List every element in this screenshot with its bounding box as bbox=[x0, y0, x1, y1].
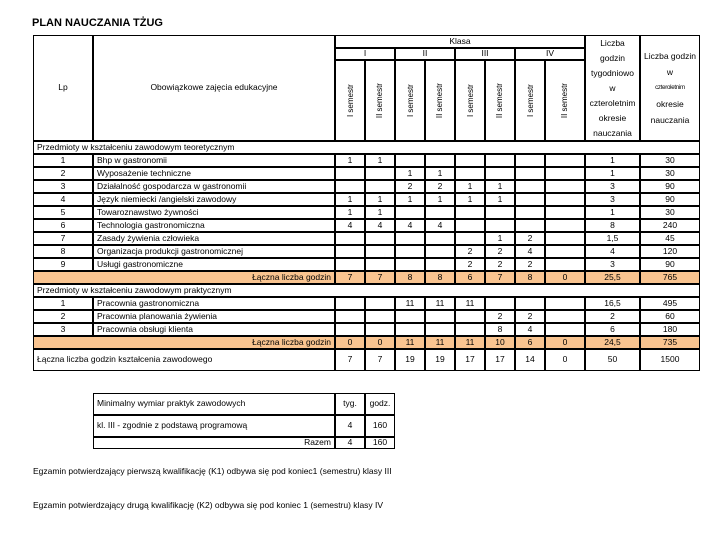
row-weekly: 8 bbox=[585, 219, 640, 232]
row-total: 90 bbox=[640, 180, 700, 193]
row-semester-value: 2 bbox=[425, 180, 455, 193]
row-lp: 9 bbox=[33, 258, 93, 271]
row-semester-value bbox=[395, 323, 425, 336]
row-lp: 3 bbox=[33, 180, 93, 193]
sum-semester-value: 6 bbox=[515, 336, 545, 349]
row-semester-value bbox=[365, 167, 395, 180]
row-semester-value: 1 bbox=[485, 232, 515, 245]
row-semester-value: 1 bbox=[485, 193, 515, 206]
row-weekly: 1,5 bbox=[585, 232, 640, 245]
row-lp: 4 bbox=[33, 193, 93, 206]
row-lp: 5 bbox=[33, 206, 93, 219]
row-semester-value bbox=[545, 323, 585, 336]
row-lp: 2 bbox=[33, 167, 93, 180]
sum-semester-value: 0 bbox=[545, 349, 585, 371]
row-semester-value: 1 bbox=[425, 193, 455, 206]
total-hours-label-part: Liczba godzin bbox=[644, 51, 696, 61]
semester-label: II semestr bbox=[560, 82, 570, 119]
row-total: 30 bbox=[640, 206, 700, 219]
row-weekly: 1 bbox=[585, 167, 640, 180]
row-semester-value: 2 bbox=[485, 258, 515, 271]
practice-class-label: kl. III - zgodnie z podstawą programową bbox=[93, 415, 335, 437]
row-semester-value bbox=[425, 154, 455, 167]
row-semester-value bbox=[425, 245, 455, 258]
row-semester-value bbox=[455, 232, 485, 245]
sum-semester-value: 8 bbox=[425, 271, 455, 284]
header-class-1: I bbox=[335, 48, 395, 60]
row-semester-value: 1 bbox=[335, 154, 365, 167]
sum-semester-value: 6 bbox=[455, 271, 485, 284]
row-semester-value bbox=[545, 297, 585, 310]
row-semester-value bbox=[365, 297, 395, 310]
header-semester-5 bbox=[455, 60, 485, 141]
sum-semester-value: 19 bbox=[425, 349, 455, 371]
row-subject: Towaroznawstwo żywności bbox=[93, 206, 335, 219]
row-subject: Pracownia planowania żywienia bbox=[93, 310, 335, 323]
row-weekly: 1 bbox=[585, 206, 640, 219]
row-semester-value bbox=[455, 310, 485, 323]
row-semester-value bbox=[455, 167, 485, 180]
row-semester-value: 4 bbox=[365, 219, 395, 232]
sum-total: 735 bbox=[640, 336, 700, 349]
row-semester-value bbox=[485, 167, 515, 180]
row-weekly: 3 bbox=[585, 193, 640, 206]
row-subject: Zasady żywienia człowieka bbox=[93, 232, 335, 245]
header-klasa: Klasa bbox=[335, 35, 585, 48]
row-semester-value bbox=[335, 180, 365, 193]
row-lp: 1 bbox=[33, 297, 93, 310]
row-total: 180 bbox=[640, 323, 700, 336]
row-semester-value: 1 bbox=[365, 206, 395, 219]
row-weekly: 1 bbox=[585, 154, 640, 167]
row-semester-value: 1 bbox=[395, 167, 425, 180]
row-semester-value bbox=[335, 310, 365, 323]
sum-semester-value: 7 bbox=[365, 271, 395, 284]
sum-semester-value: 7 bbox=[485, 271, 515, 284]
row-semester-value: 2 bbox=[515, 310, 545, 323]
row-weekly: 2 bbox=[585, 310, 640, 323]
row-weekly: 3 bbox=[585, 180, 640, 193]
row-semester-value bbox=[545, 206, 585, 219]
header-semester-6 bbox=[485, 60, 515, 141]
row-semester-value: 2 bbox=[515, 232, 545, 245]
header-class-3: III bbox=[455, 48, 515, 60]
row-subject: Technologia gastronomiczna bbox=[93, 219, 335, 232]
header-weekly-hours: Liczba godzin tygodniowo w czteroletnim okresie nauczania bbox=[585, 35, 640, 141]
row-semester-value bbox=[485, 219, 515, 232]
row-total: 240 bbox=[640, 219, 700, 232]
row-semester-value bbox=[485, 297, 515, 310]
sum-semester-value: 17 bbox=[485, 349, 515, 371]
sum-semester-value: 0 bbox=[545, 336, 585, 349]
row-semester-value: 4 bbox=[335, 219, 365, 232]
practice-razem-tyg: 4 bbox=[335, 437, 365, 449]
row-subject: Pracownia gastronomiczna bbox=[93, 297, 335, 310]
exam-note: Egzamin potwierdzający drugą kwalifikację (K2) odbywa się pod koniec 1 (semestru) klasy IV bbox=[33, 500, 384, 510]
semester-label: II semestr bbox=[375, 82, 385, 119]
row-semester-value: 1 bbox=[365, 193, 395, 206]
row-semester-value: 2 bbox=[455, 245, 485, 258]
sum-semester-value: 14 bbox=[515, 349, 545, 371]
practice-razem-label: Razem bbox=[93, 437, 335, 449]
sum-weekly: 24,5 bbox=[585, 336, 640, 349]
sum-label: Łączna liczba godzin kształcenia zawodowego bbox=[33, 349, 335, 371]
row-semester-value bbox=[485, 206, 515, 219]
row-semester-value bbox=[395, 245, 425, 258]
practice-godz-header: godz. bbox=[365, 393, 395, 415]
row-semester-value bbox=[335, 297, 365, 310]
row-semester-value: 4 bbox=[515, 245, 545, 258]
row-semester-value bbox=[365, 258, 395, 271]
sum-semester-value: 0 bbox=[365, 336, 395, 349]
sum-semester-value: 8 bbox=[395, 271, 425, 284]
row-semester-value bbox=[455, 219, 485, 232]
row-semester-value: 11 bbox=[425, 297, 455, 310]
row-semester-value: 1 bbox=[425, 167, 455, 180]
row-semester-value bbox=[425, 232, 455, 245]
row-semester-value: 1 bbox=[485, 180, 515, 193]
sum-semester-value: 11 bbox=[395, 336, 425, 349]
row-subject: Usługi gastronomiczne bbox=[93, 258, 335, 271]
header-class-2: II bbox=[395, 48, 455, 60]
row-semester-value bbox=[335, 258, 365, 271]
section-heading: Przedmioty w kształceniu zawodowym praktycznym bbox=[33, 284, 700, 297]
header-semester-2 bbox=[365, 60, 395, 141]
row-total: 495 bbox=[640, 297, 700, 310]
row-semester-value bbox=[335, 245, 365, 258]
row-subject: Wyposażenie techniczne bbox=[93, 167, 335, 180]
sum-semester-value: 19 bbox=[395, 349, 425, 371]
row-semester-value bbox=[335, 167, 365, 180]
row-semester-value bbox=[425, 206, 455, 219]
practice-tyg-header: tyg. bbox=[335, 393, 365, 415]
row-semester-value bbox=[485, 154, 515, 167]
row-semester-value bbox=[335, 323, 365, 336]
total-hours-label-part: w bbox=[666, 67, 674, 77]
row-lp: 6 bbox=[33, 219, 93, 232]
row-semester-value bbox=[515, 167, 545, 180]
row-weekly: 3 bbox=[585, 258, 640, 271]
practice-min-label: Minimalny wymiar praktyk zawodowych bbox=[93, 393, 335, 415]
row-subject: Język niemiecki /angielski zawodowy bbox=[93, 193, 335, 206]
semester-label: II semestr bbox=[435, 82, 445, 119]
semester-label: I semestr bbox=[525, 84, 535, 117]
practice-class-tyg: 4 bbox=[335, 415, 365, 437]
exam-note: Egzamin potwierdzający pierwszą kwalifikację (K1) odbywa się pod koniec1 (semestru) klasy III bbox=[33, 466, 392, 476]
row-subject: Bhp w gastronomii bbox=[93, 154, 335, 167]
sum-semester-value: 0 bbox=[335, 336, 365, 349]
row-semester-value: 2 bbox=[485, 245, 515, 258]
header-lp: Lp bbox=[33, 35, 93, 141]
row-semester-value bbox=[515, 154, 545, 167]
row-semester-value: 1 bbox=[335, 193, 365, 206]
sum-weekly: 25,5 bbox=[585, 271, 640, 284]
row-lp: 2 bbox=[33, 310, 93, 323]
practice-class-godz: 160 bbox=[365, 415, 395, 437]
sum-semester-value: 11 bbox=[425, 336, 455, 349]
sum-semester-value: 8 bbox=[515, 271, 545, 284]
row-total: 45 bbox=[640, 232, 700, 245]
header-semester-8 bbox=[545, 60, 585, 141]
row-semester-value bbox=[545, 193, 585, 206]
row-lp: 3 bbox=[33, 323, 93, 336]
row-semester-value bbox=[545, 180, 585, 193]
header-semester-4 bbox=[425, 60, 455, 141]
row-semester-value bbox=[455, 206, 485, 219]
semester-label: I semestr bbox=[345, 84, 355, 117]
row-semester-value: 4 bbox=[515, 323, 545, 336]
row-semester-value bbox=[545, 232, 585, 245]
total-hours-label-part: okresie nauczania bbox=[650, 99, 690, 125]
row-subject: Pracownia obsługi klienta bbox=[93, 323, 335, 336]
row-weekly: 16,5 bbox=[585, 297, 640, 310]
row-semester-value bbox=[395, 232, 425, 245]
sum-semester-value: 7 bbox=[335, 271, 365, 284]
semester-label: I semestr bbox=[405, 84, 415, 117]
row-semester-value bbox=[515, 219, 545, 232]
row-subject: Organizacja produkcji gastronomicznej bbox=[93, 245, 335, 258]
row-semester-value bbox=[335, 232, 365, 245]
row-lp: 7 bbox=[33, 232, 93, 245]
row-semester-value bbox=[455, 154, 485, 167]
header-total-hours bbox=[640, 35, 700, 141]
row-semester-value bbox=[545, 154, 585, 167]
row-semester-value bbox=[425, 258, 455, 271]
header-semester-1 bbox=[335, 60, 365, 141]
row-total: 30 bbox=[640, 167, 700, 180]
sum-semester-value: 7 bbox=[335, 349, 365, 371]
sum-semester-value: 0 bbox=[545, 271, 585, 284]
row-semester-value bbox=[455, 323, 485, 336]
sum-label: Łączna liczba godzin bbox=[33, 271, 335, 284]
row-semester-value bbox=[365, 180, 395, 193]
header-class-4: IV bbox=[515, 48, 585, 60]
row-semester-value: 4 bbox=[395, 219, 425, 232]
header-subjects: Obowiązkowe zajęcia edukacyjne bbox=[93, 35, 335, 141]
row-semester-value: 11 bbox=[455, 297, 485, 310]
row-semester-value: 1 bbox=[365, 154, 395, 167]
row-semester-value bbox=[545, 310, 585, 323]
row-total: 90 bbox=[640, 193, 700, 206]
row-total: 30 bbox=[640, 154, 700, 167]
section-heading: Przedmioty w kształceniu zawodowym teoretycznym bbox=[33, 141, 700, 154]
row-semester-value bbox=[515, 206, 545, 219]
row-semester-value bbox=[365, 323, 395, 336]
page-title: PLAN NAUCZANIA TŻUG bbox=[32, 17, 163, 29]
row-semester-value: 2 bbox=[455, 258, 485, 271]
row-semester-value bbox=[545, 219, 585, 232]
row-semester-value bbox=[365, 310, 395, 323]
row-total: 90 bbox=[640, 258, 700, 271]
sum-total: 765 bbox=[640, 271, 700, 284]
sum-semester-value: 10 bbox=[485, 336, 515, 349]
semester-label: II semestr bbox=[495, 82, 505, 119]
sum-semester-value: 17 bbox=[455, 349, 485, 371]
row-semester-value bbox=[425, 323, 455, 336]
row-semester-value: 1 bbox=[395, 193, 425, 206]
sum-semester-value: 7 bbox=[365, 349, 395, 371]
semester-label: I semestr bbox=[465, 84, 475, 117]
row-weekly: 6 bbox=[585, 323, 640, 336]
row-subject: Działalność gospodarcza w gastronomii bbox=[93, 180, 335, 193]
sum-semester-value: 11 bbox=[455, 336, 485, 349]
row-semester-value bbox=[545, 258, 585, 271]
row-semester-value bbox=[365, 232, 395, 245]
row-semester-value bbox=[425, 310, 455, 323]
row-total: 120 bbox=[640, 245, 700, 258]
row-semester-value: 2 bbox=[485, 310, 515, 323]
row-semester-value bbox=[545, 245, 585, 258]
sum-label: Łączna liczba godzin bbox=[33, 336, 335, 349]
row-semester-value bbox=[395, 154, 425, 167]
row-semester-value bbox=[515, 193, 545, 206]
row-total: 60 bbox=[640, 310, 700, 323]
row-weekly: 4 bbox=[585, 245, 640, 258]
row-semester-value: 4 bbox=[425, 219, 455, 232]
sum-weekly: 50 bbox=[585, 349, 640, 371]
header-semester-3 bbox=[395, 60, 425, 141]
row-semester-value: 1 bbox=[455, 193, 485, 206]
row-semester-value bbox=[515, 297, 545, 310]
row-semester-value: 2 bbox=[515, 258, 545, 271]
row-semester-value bbox=[395, 206, 425, 219]
row-semester-value: 8 bbox=[485, 323, 515, 336]
row-semester-value: 11 bbox=[395, 297, 425, 310]
row-lp: 1 bbox=[33, 154, 93, 167]
row-semester-value bbox=[395, 258, 425, 271]
total-hours-label-part: czteroletnim bbox=[655, 84, 685, 91]
row-semester-value bbox=[545, 167, 585, 180]
header-semester-7 bbox=[515, 60, 545, 141]
practice-razem-godz: 160 bbox=[365, 437, 395, 449]
row-semester-value bbox=[515, 180, 545, 193]
row-semester-value bbox=[395, 310, 425, 323]
row-semester-value: 1 bbox=[335, 206, 365, 219]
row-semester-value: 2 bbox=[395, 180, 425, 193]
row-semester-value: 1 bbox=[455, 180, 485, 193]
row-semester-value bbox=[365, 245, 395, 258]
row-lp: 8 bbox=[33, 245, 93, 258]
sum-total: 1500 bbox=[640, 349, 700, 371]
